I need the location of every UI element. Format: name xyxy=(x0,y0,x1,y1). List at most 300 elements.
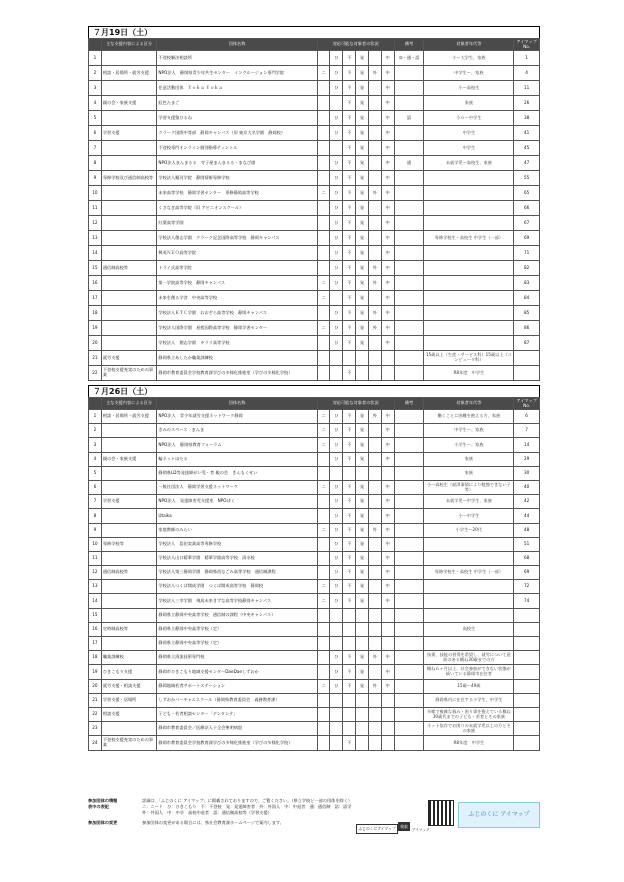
table-row xyxy=(89,594,540,608)
row-age xyxy=(424,186,514,201)
row-category xyxy=(101,231,157,246)
row-status-mark: 不 xyxy=(343,186,356,201)
row-status-mark xyxy=(356,351,369,366)
row-map-number xyxy=(514,651,540,665)
row-map-number xyxy=(514,366,540,381)
row-status-mark xyxy=(317,637,330,651)
row-note xyxy=(394,216,424,231)
row-organization: 学校法人つくば開成学園 つくば開成高等学校 静岡校 xyxy=(157,580,317,594)
row-category xyxy=(101,246,157,261)
row-category xyxy=(101,594,157,608)
row-age: 15歳～49歳 xyxy=(424,679,514,693)
row-status-mark xyxy=(368,96,381,111)
table-row xyxy=(89,707,540,721)
row-organization: トライ式高等学院 xyxy=(157,261,317,276)
table-row xyxy=(89,452,540,466)
row-status-mark: 不 xyxy=(343,171,356,186)
table-row xyxy=(89,566,540,580)
row-age xyxy=(424,537,514,551)
row-map-number: 44 xyxy=(514,509,540,523)
row-status-mark: ニ xyxy=(317,523,330,537)
row-note xyxy=(394,96,424,111)
row-status-mark xyxy=(317,246,330,261)
row-status-mark: 不 xyxy=(343,580,356,594)
row-status-mark xyxy=(317,261,330,276)
row-status-mark: 中 xyxy=(381,452,394,466)
row-organization: 静岡県立静岡中央高等学校（定） xyxy=(157,637,317,651)
row-category xyxy=(101,480,157,494)
row-status-mark: ひ xyxy=(330,81,343,96)
row-status-mark xyxy=(368,665,381,679)
row-status-mark: 発 xyxy=(356,551,369,565)
row-number: 1 xyxy=(89,410,102,424)
row-status-mark: 外 xyxy=(368,306,381,321)
row-status-mark: ひ xyxy=(330,651,343,665)
row-status-mark xyxy=(368,495,381,509)
row-note xyxy=(394,186,424,201)
row-age: R8年度 中学生 xyxy=(424,366,514,381)
row-age: 静岡県内に在住する小学生、中学生 xyxy=(424,693,514,707)
row-organization: 虹色たまご xyxy=(157,96,317,111)
row-status-mark: 中 xyxy=(381,141,394,156)
row-status-mark: ひ xyxy=(330,186,343,201)
table-row xyxy=(89,693,540,707)
row-status-mark: 中 xyxy=(381,679,394,693)
header-org: 団体名称 xyxy=(157,39,317,51)
row-organization: 家庭教師のみらい xyxy=(157,523,317,537)
row-status-mark: ニ xyxy=(317,66,330,81)
row-number: 2 xyxy=(89,66,102,81)
row-category xyxy=(101,466,157,480)
row-status-mark: ひ xyxy=(330,424,343,438)
row-map-number: 83 xyxy=(514,276,540,291)
row-organization: 静岡県LD等発達障がい児・者 親の会 きんもくせい xyxy=(157,466,317,480)
row-status-mark xyxy=(368,201,381,216)
row-status-mark: 中 xyxy=(381,495,394,509)
row-category xyxy=(101,306,157,321)
row-organization: 任意活動団体 Ｙｏｋａ Ｙｏｋａ xyxy=(157,81,317,96)
row-category xyxy=(101,111,157,126)
row-status-mark xyxy=(317,51,330,66)
row-status-mark xyxy=(330,707,343,721)
row-note xyxy=(394,351,424,366)
table-row xyxy=(89,665,540,679)
row-organization: NPO法人まんまるる 寺子屋まんまるる・まなび園 xyxy=(157,156,317,171)
row-age: 小～高校生 xyxy=(424,81,514,96)
row-note xyxy=(394,580,424,594)
row-age: 中学生～、家族 xyxy=(424,424,514,438)
row-status-mark: 発 xyxy=(356,276,369,291)
row-status-mark xyxy=(356,608,369,622)
row-status-mark: 外 xyxy=(368,276,381,291)
row-status-mark xyxy=(330,608,343,622)
row-number: 9 xyxy=(89,523,102,537)
row-status-mark: 発 xyxy=(356,580,369,594)
row-status-mark: ニ xyxy=(317,594,330,608)
row-age: ネット依存でお困りの未就学児以上の方とその家族 xyxy=(424,722,514,736)
row-map-number: 72 xyxy=(514,580,540,594)
row-age xyxy=(424,580,514,594)
row-status-mark: 不 xyxy=(343,276,356,291)
row-note xyxy=(394,171,424,186)
row-number: 3 xyxy=(89,438,102,452)
row-status-mark xyxy=(317,608,330,622)
row-status-mark xyxy=(343,637,356,651)
row-category xyxy=(101,156,157,171)
row-status-mark: 中 xyxy=(381,156,394,171)
row-status-mark xyxy=(368,81,381,96)
row-number: 17 xyxy=(89,637,102,651)
row-category: 専修学校等 xyxy=(101,537,157,551)
row-status-mark xyxy=(317,171,330,186)
row-status-mark: 中 xyxy=(381,665,394,679)
row-status-mark xyxy=(368,722,381,736)
row-organization: 紅葉高等学園 xyxy=(157,216,317,231)
row-status-mark: 中 xyxy=(381,171,394,186)
table-row xyxy=(89,51,540,66)
row-status-mark xyxy=(317,665,330,679)
row-organization: 未来高等学校 静岡学習センター 専修静岡高等学校 xyxy=(157,186,317,201)
row-status-mark: 外 xyxy=(368,523,381,537)
row-status-mark: 中 xyxy=(381,126,394,141)
row-age: 働くことに困難を抱える方、家族 xyxy=(424,410,514,424)
row-status-mark xyxy=(317,111,330,126)
row-status-mark: 発 xyxy=(356,523,369,537)
row-organization: 不登校解決相談所 xyxy=(157,51,317,66)
row-number: 1 xyxy=(89,51,102,66)
row-number: 23 xyxy=(89,722,102,736)
row-status-mark: 中 xyxy=(381,410,394,424)
row-status-mark: 発 xyxy=(356,424,369,438)
row-status-mark: 中 xyxy=(381,523,394,537)
row-status-mark xyxy=(381,366,394,381)
row-status-mark: 外 xyxy=(368,321,381,336)
imap-search-field[interactable]: ふじのくにアイマップ xyxy=(356,824,398,834)
row-status-mark: 発 xyxy=(356,336,369,351)
row-status-mark xyxy=(343,351,356,366)
row-status-mark: ひ xyxy=(330,216,343,231)
header-org: 団体名称 xyxy=(157,398,317,410)
row-organization: 静岡市ひきこもり地域支援センターDaeDaeしずおか xyxy=(157,665,317,679)
row-status-mark: 発 xyxy=(356,651,369,665)
row-number: 18 xyxy=(89,651,102,665)
row-organization: NPO法人 発達障害児支援室 NPOぱく xyxy=(157,495,317,509)
row-map-number: 65 xyxy=(514,186,540,201)
row-status-mark: 外 xyxy=(368,410,381,424)
row-number: 16 xyxy=(89,622,102,636)
row-organization: 第一学院高等学校 静岡キャンパス xyxy=(157,276,317,291)
row-organization: 学校法人 創志学園 キラリ高等学校 xyxy=(157,336,317,351)
table-row xyxy=(89,231,540,246)
row-map-number: 51 xyxy=(514,537,540,551)
row-number: 12 xyxy=(89,566,102,580)
row-status-mark xyxy=(343,608,356,622)
row-status-mark: ひ xyxy=(330,438,343,452)
imap-banner[interactable]: ふじのくに アイマップ xyxy=(458,802,540,828)
row-status-mark xyxy=(368,424,381,438)
row-age xyxy=(424,216,514,231)
row-status-mark xyxy=(330,622,343,636)
row-status-mark: 中 xyxy=(381,321,394,336)
row-status-mark: 中 xyxy=(381,111,394,126)
row-category xyxy=(101,523,157,537)
row-status-mark: ひ xyxy=(330,321,343,336)
row-status-mark xyxy=(317,156,330,171)
row-status-mark: 不 xyxy=(343,651,356,665)
row-status-mark xyxy=(317,566,330,580)
table-row xyxy=(89,438,540,452)
row-category: 就労支援 xyxy=(101,351,157,366)
row-map-number: 84 xyxy=(514,291,540,306)
row-status-mark: 中 xyxy=(381,509,394,523)
row-status-mark: 不 xyxy=(343,551,356,565)
row-status-mark: 発 xyxy=(356,261,369,276)
row-organization: 未来を創る学舎 中央高等学校 xyxy=(157,291,317,306)
row-category xyxy=(101,637,157,651)
row-status-mark xyxy=(356,722,369,736)
row-note xyxy=(394,665,424,679)
row-number: 8 xyxy=(89,156,102,171)
row-status-mark xyxy=(368,246,381,261)
row-age xyxy=(424,201,514,216)
row-note xyxy=(394,438,424,452)
row-status-mark xyxy=(368,509,381,523)
row-map-number: 47 xyxy=(514,156,540,171)
row-status-mark xyxy=(356,637,369,651)
row-status-mark: 不 xyxy=(343,216,356,231)
row-status-mark: 外 xyxy=(368,679,381,693)
row-map-number: 67 xyxy=(514,216,540,231)
row-note xyxy=(394,246,424,261)
row-number: 20 xyxy=(89,336,102,351)
row-status-mark xyxy=(356,736,369,750)
row-organization: 静岡県立静岡中央高等学校 通信制の課程（中央キャンパス） xyxy=(157,608,317,622)
row-number: 5 xyxy=(89,466,102,480)
row-number: 10 xyxy=(89,537,102,551)
row-status-mark xyxy=(317,141,330,156)
row-status-mark: 発 xyxy=(356,321,369,336)
row-status-mark: 中 xyxy=(381,216,394,231)
row-status-mark: 不 xyxy=(343,66,356,81)
row-status-mark: 不 xyxy=(343,306,356,321)
row-status-mark xyxy=(317,551,330,565)
row-number: 14 xyxy=(89,594,102,608)
row-status-mark xyxy=(317,201,330,216)
row-status-mark: 発 xyxy=(356,171,369,186)
row-age xyxy=(424,321,514,336)
row-status-mark: 不 xyxy=(343,141,356,156)
row-note: 通 xyxy=(394,156,424,171)
table-row xyxy=(89,736,540,750)
row-category xyxy=(101,424,157,438)
row-status-mark xyxy=(368,566,381,580)
table-row xyxy=(89,537,540,551)
row-status-mark: ひ xyxy=(330,51,343,66)
row-status-mark: ニ xyxy=(317,438,330,452)
row-status-mark: 発 xyxy=(356,201,369,216)
row-status-mark: ひ xyxy=(330,679,343,693)
row-note xyxy=(394,141,424,156)
row-status-mark: 中 xyxy=(381,306,394,321)
row-organization: 学校法人順河学院 静岡情報専修学校 xyxy=(157,171,317,186)
row-organization: 静岡地域若者サポートステーション xyxy=(157,679,317,693)
row-status-mark xyxy=(368,580,381,594)
row-category xyxy=(101,608,157,622)
row-status-mark: ひ xyxy=(330,231,343,246)
row-category: 通信制高校等 xyxy=(101,261,157,276)
table-row xyxy=(89,637,540,651)
row-status-mark: 発 xyxy=(356,306,369,321)
row-map-number xyxy=(514,707,540,721)
row-status-mark: ひ xyxy=(330,480,343,494)
table-row xyxy=(89,141,540,156)
row-number: 22 xyxy=(89,366,102,381)
row-status-mark xyxy=(317,693,330,707)
row-status-mark: 発 xyxy=(356,410,369,424)
row-map-number xyxy=(514,637,540,651)
row-category: 職業訓練校 xyxy=(101,651,157,665)
row-status-mark: 外 xyxy=(368,186,381,201)
row-map-number: 38 xyxy=(514,111,540,126)
row-status-mark: 発 xyxy=(356,96,369,111)
row-map-number: 69 xyxy=(514,231,540,246)
row-status-mark xyxy=(343,722,356,736)
row-category xyxy=(101,51,157,66)
row-status-mark xyxy=(330,693,343,707)
row-status-mark: 不 xyxy=(343,81,356,96)
row-status-mark xyxy=(356,707,369,721)
row-age: 専修学校生・高校生 中学生（一部） xyxy=(424,566,514,580)
row-status-mark xyxy=(368,480,381,494)
search-button[interactable]: 検索 xyxy=(398,822,410,831)
row-status-mark: ひ xyxy=(330,276,343,291)
row-map-number: 85 xyxy=(514,306,540,321)
row-organization: 学校法人国際学園 星槎国際高等学校 静岡学習センター xyxy=(157,321,317,336)
header-map: アイマップNo. xyxy=(514,398,540,410)
row-age: 家族 xyxy=(424,466,514,480)
row-organization: 学校法人 島田実業高等専修学校 xyxy=(157,537,317,551)
row-number: 21 xyxy=(89,351,102,366)
row-status-mark xyxy=(368,111,381,126)
row-age: 小学生～、家族 xyxy=(424,438,514,452)
row-status-mark: 発 xyxy=(356,186,369,201)
row-map-number: 87 xyxy=(514,336,540,351)
row-age: 小６～中学生 xyxy=(424,111,514,126)
row-age xyxy=(424,276,514,291)
row-map-number xyxy=(514,622,540,636)
row-status-mark xyxy=(368,637,381,651)
row-status-mark: ひ xyxy=(330,201,343,216)
row-map-number: 69 xyxy=(514,566,540,580)
row-status-mark: 発 xyxy=(356,679,369,693)
row-map-number: 30 xyxy=(514,466,540,480)
row-organization: 子ども・若者相談センター「デンタンテ」 xyxy=(157,707,317,721)
row-status-mark: 発 xyxy=(356,231,369,246)
row-status-mark: 不 xyxy=(343,366,356,381)
section1-table xyxy=(88,38,540,381)
row-map-number: 7 xyxy=(514,424,540,438)
row-status-mark: 中 xyxy=(381,424,394,438)
row-age xyxy=(424,608,514,622)
row-category: 不登校支援充実のための事業 xyxy=(101,366,157,381)
row-status-mark xyxy=(368,291,381,306)
row-status-mark xyxy=(368,171,381,186)
row-status-mark xyxy=(317,509,330,523)
row-status-mark xyxy=(381,466,394,480)
row-status-mark xyxy=(317,651,330,665)
table-row xyxy=(89,580,540,594)
row-status-mark xyxy=(343,707,356,721)
row-category xyxy=(101,551,157,565)
row-status-mark xyxy=(368,141,381,156)
row-status-mark: 中 xyxy=(381,566,394,580)
document-page xyxy=(88,26,540,751)
row-status-mark: 中 xyxy=(381,201,394,216)
row-organization: 一般社団法人 静岡学習支援ネットワーク xyxy=(157,480,317,494)
row-status-mark xyxy=(317,81,330,96)
header-num xyxy=(89,398,102,410)
row-age: 小～中学生 xyxy=(424,509,514,523)
header-age: 対象者年代等 xyxy=(424,398,514,410)
row-note xyxy=(394,495,424,509)
row-status-mark xyxy=(317,366,330,381)
row-status-mark: 発 xyxy=(356,126,369,141)
row-age xyxy=(424,306,514,321)
row-status-mark xyxy=(330,96,343,111)
row-status-mark: 不 xyxy=(343,51,356,66)
row-map-number xyxy=(514,608,540,622)
row-category xyxy=(101,141,157,156)
row-status-mark: 中 xyxy=(381,276,394,291)
row-status-mark xyxy=(317,231,330,246)
row-status-mark: 中 xyxy=(381,594,394,608)
row-note xyxy=(394,722,424,736)
row-category: 不登校支援充実のための事業 xyxy=(101,736,157,750)
row-category xyxy=(101,438,157,452)
row-status-mark xyxy=(368,707,381,721)
row-status-mark: 不 xyxy=(343,261,356,276)
row-status-mark: 外 xyxy=(368,651,381,665)
table-row xyxy=(89,66,540,81)
row-category: 相談・居場所・就労支援 xyxy=(101,410,157,424)
row-number: 15 xyxy=(89,608,102,622)
row-status-mark xyxy=(317,622,330,636)
row-status-mark: 発 xyxy=(356,141,369,156)
row-status-mark xyxy=(368,156,381,171)
row-organization: 静岡県立清流技術専門校 xyxy=(157,651,317,665)
row-number: 15 xyxy=(89,261,102,276)
row-organization: 輪ネットほたる xyxy=(157,452,317,466)
row-age: 概ね６ヶ月以上、社会参加ができない状態が続いている静岡市在住者 xyxy=(424,665,514,679)
row-note xyxy=(394,424,424,438)
table-row xyxy=(89,366,540,381)
row-status-mark: 発 xyxy=(356,665,369,679)
row-note xyxy=(394,551,424,565)
row-status-mark xyxy=(368,693,381,707)
table-row xyxy=(89,509,540,523)
row-organization: 学校法人第三静岡学園 静岡県西なごみ高等学校 通信制課程 xyxy=(157,566,317,580)
row-map-number: 11 xyxy=(514,81,540,96)
footer-label-legend: 表中の表記 xyxy=(88,804,109,809)
row-map-number: 1 xyxy=(514,51,540,66)
row-organization: きみのスペース まんま xyxy=(157,424,317,438)
row-note xyxy=(394,366,424,381)
table-row xyxy=(89,523,540,537)
row-status-mark: ひ xyxy=(330,665,343,679)
row-category xyxy=(101,321,157,336)
row-map-number: 26 xyxy=(514,96,540,111)
row-status-mark xyxy=(368,231,381,246)
